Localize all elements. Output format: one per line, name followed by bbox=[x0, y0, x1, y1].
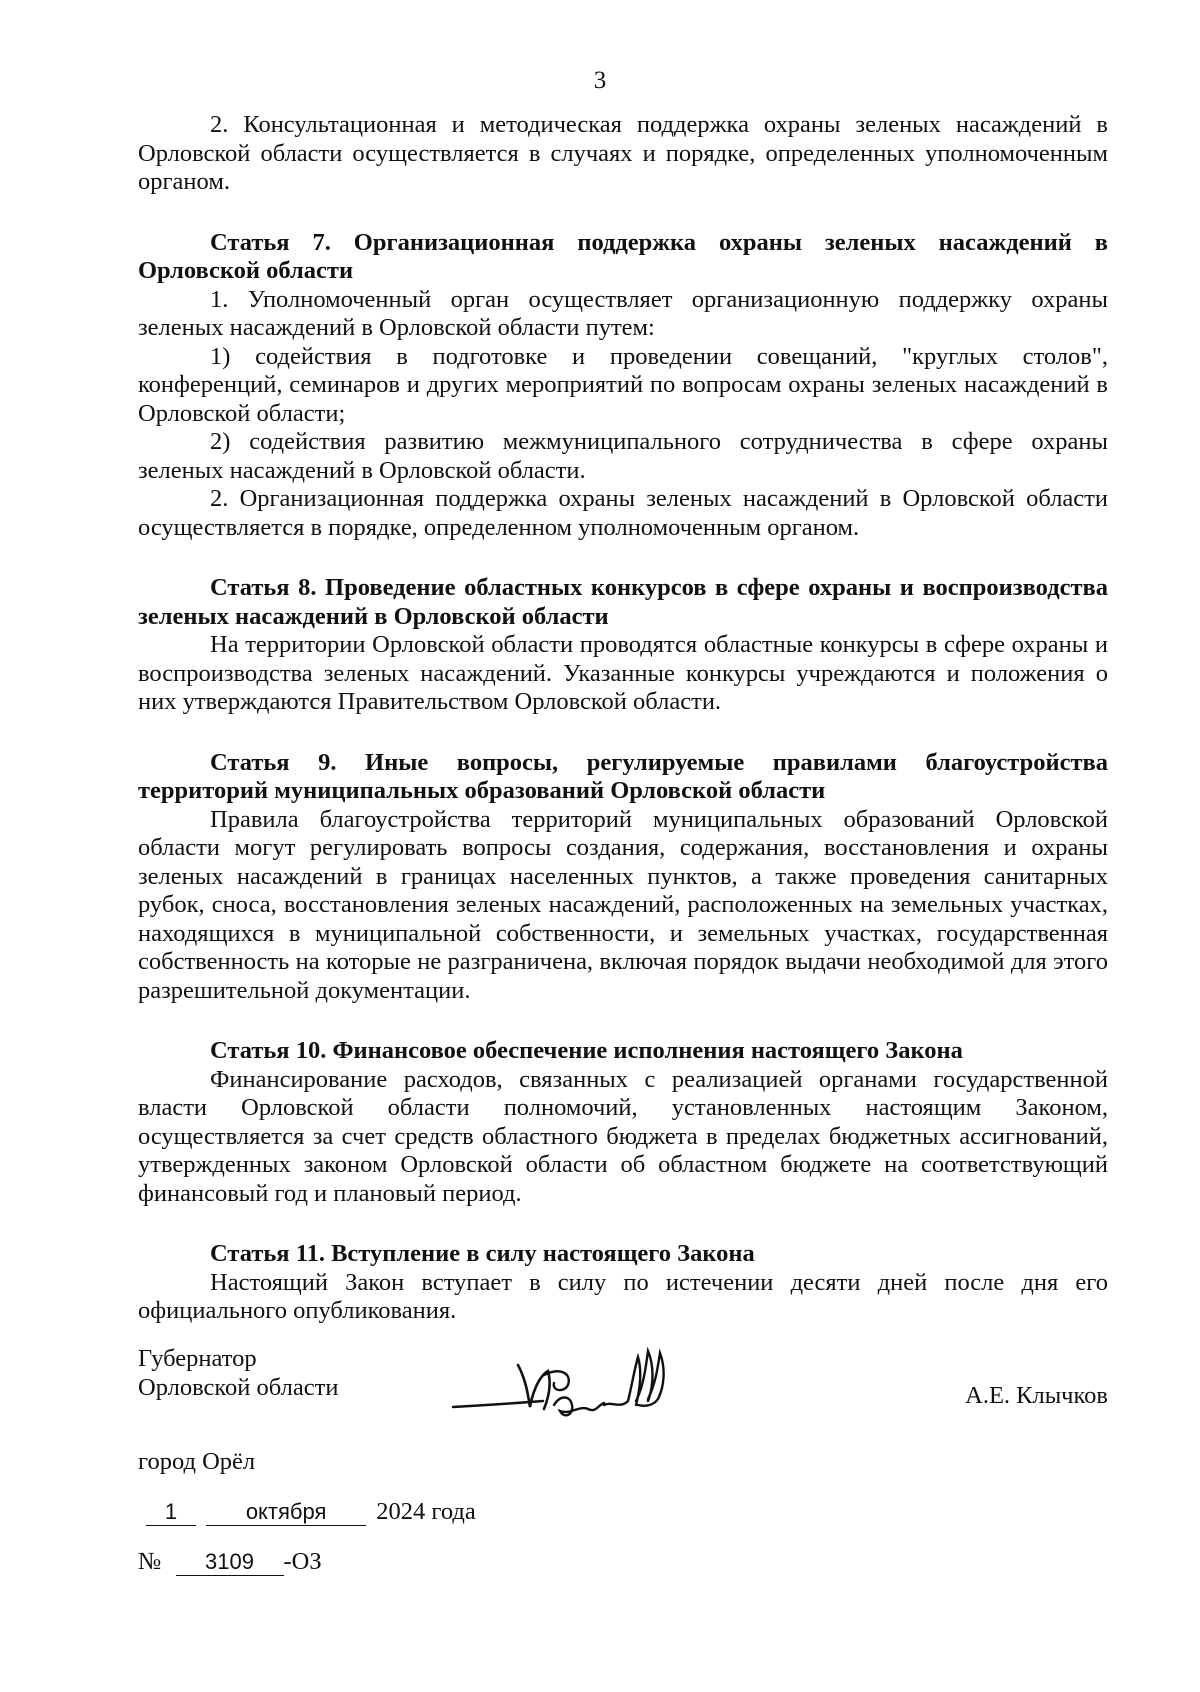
number-sign: № bbox=[138, 1548, 162, 1575]
date-year: 2024 года bbox=[376, 1498, 476, 1525]
date-line bbox=[138, 1497, 476, 1527]
position-line-1: Губернатор bbox=[138, 1345, 257, 1372]
article-7-heading: Статья 7. Организационная поддержка охраны зеленых насаждений в Орловской области bbox=[138, 228, 1108, 284]
signature-block bbox=[138, 1345, 1108, 1440]
signatory-name: А.Е. Клычков bbox=[965, 1382, 1108, 1409]
city-line: город Орёл bbox=[138, 1448, 256, 1475]
article-10-text: Финансирование расходов, связанных с реализацией органами государственной власти Орловской области полномочий, установленных настоящим Законом, осуществляется за счет средств областного бюджета в пределах бюджетных ассигнований, утвержденных законом Орловской области об областном бюджете на соответствующий финансовый год и плановый период. bbox=[138, 1065, 1108, 1207]
article-11-text: Настоящий Закон вступает в силу по истечении десяти дней после дня его официального опубликования. bbox=[138, 1268, 1108, 1324]
article-9-text: Правила благоустройства территорий муниципальных образований Орловской области могут регулировать вопросы создания, содержания, восстановления и охраны зеленых насаждений в границах населенных пунктов, а также проведения санитарных рубок, сноса, восстановления зеленых насаждений, расположенных на земельных участках, находящихся в муниципальной собственности, и земельных участках, государственная собственность на которые не разграничена, включая порядок выдачи необходимой для этого разрешительной документации. bbox=[138, 805, 1108, 1004]
page-number: 3 bbox=[593, 67, 607, 94]
date-month: октября bbox=[206, 1499, 366, 1526]
article-8-heading: Статья 8. Проведение областных конкурсов в сфере охраны и воспроизводства зеленых насаждений в Орловской области bbox=[138, 574, 1108, 630]
article-6-paragraph-2: 2. Консультационная и методическая поддержка охраны зеленых насаждений в Орловской области осуществляется в случаях и порядке, определенных уполномоченным органом. bbox=[138, 111, 1108, 195]
document-body bbox=[138, 111, 1108, 1326]
article-10-heading: Статья 10. Финансовое обеспечение исполнения настоящего Закона bbox=[210, 1037, 963, 1064]
article-7-paragraph-2: 2. Организационная поддержка охраны зеленых насаждений в Орловской области осуществляется в порядке, определенном уполномоченным органом. bbox=[138, 485, 1108, 541]
position-line-2: Орловской области bbox=[138, 1373, 339, 1401]
article-7-paragraph-1: 1. Уполномоченный орган осуществляет организационную поддержку охраны зеленых насаждений в Орловской области путем: bbox=[138, 285, 1108, 341]
law-number-suffix: -ОЗ bbox=[283, 1548, 322, 1575]
article-9-heading: Статья 9. Иные вопросы, регулируемые правилами благоустройства территорий муниципальных образований Орловской области bbox=[138, 748, 1108, 804]
article-7-item-2: 2) содействия развитию межмуниципального сотрудничества в сфере охраны зеленых насаждений в Орловской области. bbox=[138, 428, 1108, 484]
article-8-text: На территории Орловской области проводятся областные конкурсы в сфере охраны и воспроизводства зеленых насаждений. Указанные конкурсы учреждаются и положения о них утверждаются Правительством Орловской области. bbox=[138, 631, 1108, 715]
handwritten-signature-icon bbox=[448, 1335, 678, 1445]
signatory-position bbox=[138, 1345, 338, 1402]
law-number: 3109 bbox=[176, 1549, 284, 1576]
article-11-heading: Статья 11. Вступление в силу настоящего Закона bbox=[210, 1240, 755, 1267]
date-day: 1 bbox=[146, 1499, 196, 1526]
article-7-item-1: 1) содействия в подготовке и проведении совещаний, "круглых столов", конференций, семинаров и других мероприятий по вопросам охраны зеленых насаждений в Орловской области; bbox=[138, 342, 1108, 427]
law-number-line bbox=[138, 1547, 322, 1577]
